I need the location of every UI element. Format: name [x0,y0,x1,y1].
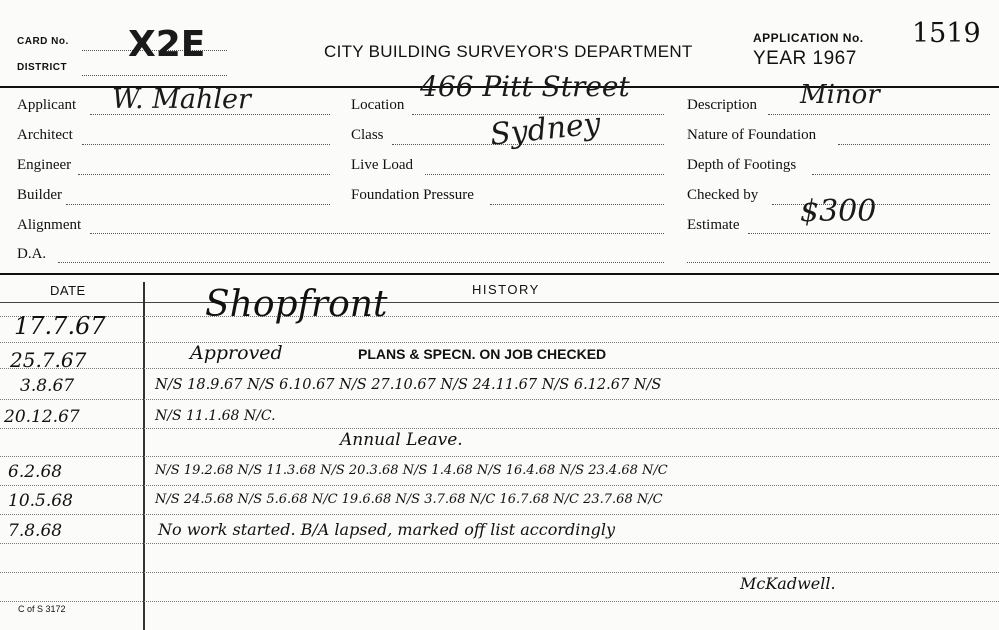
history-entry: N/S 11.1.68 N/C. [155,408,276,424]
history-date: 6.2.68 [8,462,63,482]
history-entry: No work started. B/A lapsed, marked off list accordingly [158,520,616,539]
live-load-label: Live Load [351,157,414,173]
builder-line [66,204,330,205]
description-label: Description [687,97,757,113]
history-entry: Approved [190,342,283,364]
alignment-line [90,233,664,234]
history-date: 25.7.67 [10,348,87,372]
history-date: 10.5.68 [8,491,73,511]
description-value: Minor [800,80,880,110]
engineer-label: Engineer [17,157,72,173]
ruled-line [0,572,999,573]
history-entry: N/S 19.2.68 N/S 11.3.68 N/S 20.3.68 N/S 1.4.68 N/S 16.4.68 N/S 23.4.68 N/C [155,463,668,478]
location-value-suburb: Sydney [488,106,603,153]
history-date: 3.8.67 [20,376,75,396]
da-line [58,262,664,263]
estimate-value: $300 [800,194,877,229]
history-date: 20.12.67 [4,407,80,427]
description-line [768,114,990,115]
checked-by-label: Checked by [687,187,759,203]
builder-label: Builder [17,187,62,203]
applicant-value: W. Mahler [112,84,251,115]
department-title: CITY BUILDING SURVEYOR'S DEPARTMENT [324,42,693,61]
ruled-line [0,316,999,317]
live-load-line [425,174,664,175]
history-date: 7.8.68 [8,521,63,541]
date-column-header: DATE [50,283,86,298]
history-column-header: HISTORY [472,282,540,297]
ruled-line [0,342,999,343]
location-value: 466 Pitt Street [420,70,630,103]
ruled-line [0,428,999,429]
ruled-line [0,514,999,515]
signature: McKadwell. [740,574,836,593]
estimate-line [748,233,990,234]
nature-foundation-label: Nature of Foundation [687,127,817,143]
extra-line [687,262,990,263]
history-date: 17.7.67 [14,312,106,340]
architect-label: Architect [17,127,73,143]
district-line [82,75,227,76]
history-entry: N/S 24.5.68 N/S 5.6.68 N/C 19.6.68 N/S 3.7.68 N/C 16.7.68 N/C 23.7.68 N/C [155,492,663,507]
foundation-pressure-line [490,204,664,205]
application-no-label: APPLICATION No. [753,31,864,45]
nature-foundation-line [838,144,990,145]
depth-footings-line [812,174,990,175]
applicant-label: Applicant [17,97,77,113]
ruled-line [0,399,999,400]
ruled-line [0,485,999,486]
ruled-line [0,601,999,602]
year-label: YEAR 1967 [753,48,857,69]
application-no-value: 1519 [912,18,981,49]
history-stamp: PLANS & SPECN. ON JOB CHECKED [358,346,607,362]
history-entry: Shopfront [205,284,388,325]
form-code: C of S 3172 [18,604,66,614]
foundation-pressure-label: Foundation Pressure [351,187,474,203]
da-label: D.A. [17,246,47,262]
class-label: Class [351,127,384,143]
architect-line [82,144,330,145]
history-divider [0,273,999,275]
location-label: Location [351,97,405,113]
depth-footings-label: Depth of Footings [687,157,797,173]
card-no-value: X2E [128,24,206,65]
ruled-line [0,543,999,544]
alignment-label: Alignment [17,217,82,233]
district-label: DISTRICT [17,62,68,73]
history-header-rule [0,302,999,303]
estimate-label: Estimate [687,217,740,233]
history-entry: Annual Leave. [340,430,463,450]
card-no-label: CARD No. [17,36,69,47]
engineer-line [78,174,330,175]
ruled-line [0,368,999,369]
ruled-line [0,456,999,457]
history-entry: N/S 18.9.67 N/S 6.10.67 N/S 27.10.67 N/S 24.11.67 N/S 6.12.67 N/S [155,377,662,393]
